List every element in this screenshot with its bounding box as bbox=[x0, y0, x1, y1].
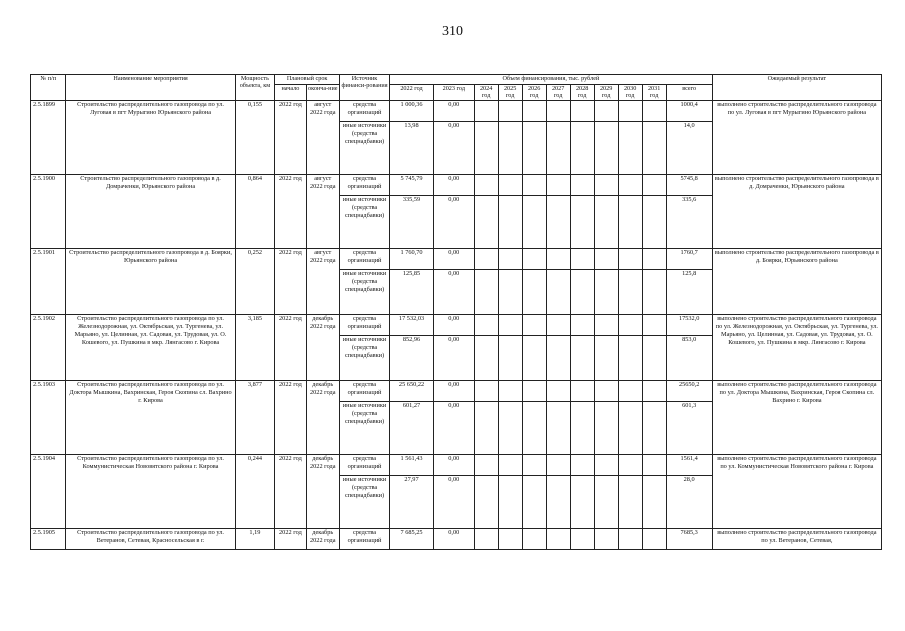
table-row bbox=[31, 175, 882, 196]
financing-table bbox=[30, 74, 882, 550]
page-number: 310 bbox=[442, 24, 463, 39]
row-2022-2: 27,97 bbox=[390, 476, 434, 529]
row-start: 2022 год bbox=[275, 101, 306, 175]
row-number: 2.5.1900 bbox=[31, 175, 66, 249]
row-2023-1: 0,00 bbox=[433, 455, 474, 476]
row-capacity: 0,864 bbox=[235, 175, 275, 249]
row-source-1: средства организаций bbox=[339, 249, 389, 270]
row-2023-2: 0,00 bbox=[433, 336, 474, 381]
col-2029-header: 2029 год bbox=[594, 84, 618, 101]
row-end: август 2022 года bbox=[306, 175, 339, 249]
row-start: 2022 год bbox=[275, 381, 306, 455]
row-number: 2.5.1904 bbox=[31, 455, 66, 529]
col-2026-header: 2026 год bbox=[522, 84, 546, 101]
row-result: выполнено строительство распределительного газопровода по ул. Ветеранов, Сетевая, bbox=[712, 529, 881, 550]
row-total-1: 7685,3 bbox=[666, 529, 712, 550]
row-2023-1: 0,00 bbox=[433, 101, 474, 122]
row-2023-2: 0,00 bbox=[433, 270, 474, 315]
row-start: 2022 год bbox=[275, 249, 306, 315]
row-source-2: иные источники (средства спецнадбавки) bbox=[339, 270, 389, 315]
row-2022-2: 601,27 bbox=[390, 402, 434, 455]
row-2023-1: 0,00 bbox=[433, 315, 474, 336]
col-2031-header: 2031 год bbox=[642, 84, 666, 101]
row-total-2: 601,3 bbox=[666, 402, 712, 455]
row-2022-1: 1 000,36 bbox=[390, 101, 434, 122]
row-2023-1: 0,00 bbox=[433, 381, 474, 402]
row-source-2: иные источники (средства спецнадбавки) bbox=[339, 402, 389, 455]
row-result: выполнено строительство распределительного газопровода по ул. Коммунистическая Нововятского района г. Кирова bbox=[712, 455, 881, 529]
row-name: Строительство распределительного газопровода по ул. Доктора Мышкина, Вахринская, Героя Скопина сл. Вахрино г. Кирова bbox=[66, 381, 235, 455]
row-source-1: средства организаций bbox=[339, 101, 389, 122]
row-2022-1: 5 745,79 bbox=[390, 175, 434, 196]
row-total-2: 125,8 bbox=[666, 270, 712, 315]
row-result: выполнено строительство распределительного газопровода в д. Боярки, Юрьянского района bbox=[712, 249, 881, 315]
row-capacity: 3,877 bbox=[235, 381, 275, 455]
row-number: 2.5.1901 bbox=[31, 249, 66, 315]
row-2023-2: 0,00 bbox=[433, 476, 474, 529]
row-total-1: 5745,8 bbox=[666, 175, 712, 196]
row-total-1: 1760,7 bbox=[666, 249, 712, 270]
row-2023-1: 0,00 bbox=[433, 249, 474, 270]
col-total-header: всего bbox=[666, 84, 712, 101]
row-start: 2022 год bbox=[275, 315, 306, 381]
row-end: декабрь 2022 года bbox=[306, 381, 339, 455]
row-capacity: 1,19 bbox=[235, 529, 275, 550]
table-row bbox=[31, 249, 882, 270]
col-result-header: Ожидаемый результат bbox=[712, 75, 881, 101]
table-row bbox=[31, 315, 882, 336]
row-name: Строительство распределительного газопровода по ул. Луговая в пгт Мурыгино Юрьянского района bbox=[66, 101, 235, 175]
row-2023-1: 0,00 bbox=[433, 175, 474, 196]
table-row bbox=[31, 455, 882, 476]
table-row bbox=[31, 529, 882, 550]
row-number: 2.5.1903 bbox=[31, 381, 66, 455]
row-total-1: 1000,4 bbox=[666, 101, 712, 122]
row-name: Строительство распределительного газопровода в д. Боярки, Юрьянского района bbox=[66, 249, 235, 315]
row-total-1: 25650,2 bbox=[666, 381, 712, 402]
col-name-header: Наименование мероприятия bbox=[66, 75, 235, 101]
col-2022-header: 2022 год bbox=[390, 84, 434, 101]
table-row bbox=[31, 381, 882, 402]
col-plan-term-header: Плановый срок bbox=[275, 75, 340, 85]
row-total-1: 17532,0 bbox=[666, 315, 712, 336]
row-source-2: иные источники (средства спецнадбавки) bbox=[339, 476, 389, 529]
row-result: выполнено строительство распределительного газопровода по ул. Луговая в пгт Мурыгино Юрьянского района bbox=[712, 101, 881, 175]
row-number: 2.5.1899 bbox=[31, 101, 66, 175]
row-source-1: средства организаций bbox=[339, 529, 389, 550]
col-2024-header: 2024 год bbox=[474, 84, 498, 101]
col-2025-header: 2025 год bbox=[498, 84, 522, 101]
row-result: выполнено строительство распределительного газопровода в д. Домраченки, Юрьянского района bbox=[712, 175, 881, 249]
row-2023-2: 0,00 bbox=[433, 402, 474, 455]
row-2022-2: 335,59 bbox=[390, 196, 434, 249]
col-start-header: начало bbox=[275, 84, 306, 101]
col-source-header: Источник финанси-рования bbox=[339, 75, 389, 101]
row-name: Строительство распределительного газопровода по ул. Коммунистическая Нововятского района г. Кирова bbox=[66, 455, 235, 529]
row-capacity: 0,155 bbox=[235, 101, 275, 175]
row-capacity: 3,185 bbox=[235, 315, 275, 381]
row-start: 2022 год bbox=[275, 455, 306, 529]
col-end-header: оконча-ние bbox=[306, 84, 339, 101]
row-number: 2.5.1902 bbox=[31, 315, 66, 381]
row-2022-1: 1 760,70 bbox=[390, 249, 434, 270]
col-funding-header: Объем финансирования, тыс. рублей bbox=[390, 75, 713, 85]
row-result: выполнено строительство распределительного газопровода по ул. Железнодорожная, ул. Октябрьская, ул. Тургенева, ул. Марьяно, ул. Целинная, ул. Садовая, ул. Трудовая, ул. О. Кошевого, ул. Пушкина в мкр. Лянгасово г. Кирова bbox=[712, 315, 881, 381]
row-source-2: иные источники (средства спецнадбавки) bbox=[339, 122, 389, 175]
row-2022-2: 125,85 bbox=[390, 270, 434, 315]
row-2022-1: 1 561,43 bbox=[390, 455, 434, 476]
row-source-1: средства организаций bbox=[339, 381, 389, 402]
row-capacity: 0,244 bbox=[235, 455, 275, 529]
row-result: выполнено строительство распределительного газопровода по ул. Доктора Мышкина, Вахринская, Героя Скопина сл. Вахрино г. Кирова bbox=[712, 381, 881, 455]
row-2022-2: 13,98 bbox=[390, 122, 434, 175]
row-number: 2.5.1905 bbox=[31, 529, 66, 550]
row-end: август 2022 года bbox=[306, 249, 339, 315]
row-2023-2: 0,00 bbox=[433, 122, 474, 175]
col-2027-header: 2027 год bbox=[546, 84, 570, 101]
col-capacity-header: Мощность объекта, км bbox=[235, 75, 275, 101]
row-source-2: иные источники (средства спецнадбавки) bbox=[339, 196, 389, 249]
row-end: август 2022 года bbox=[306, 101, 339, 175]
col-2030-header: 2030 год bbox=[618, 84, 642, 101]
col-2023-header: 2023 год bbox=[433, 84, 474, 101]
row-source-1: средства организаций bbox=[339, 315, 389, 336]
row-total-2: 14,0 bbox=[666, 122, 712, 175]
row-total-2: 853,0 bbox=[666, 336, 712, 381]
row-2022-2: 852,96 bbox=[390, 336, 434, 381]
row-name: Строительство распределительного газопровода по ул. Железнодорожная, ул. Октябрьская, ул. Тургенева, ул. Марьяно, ул. Целинная, ул. Садовая, ул. Трудовая, ул. О. Кошевого, ул. Пушкина в мкр. Лянгасово г. Кирова bbox=[66, 315, 235, 381]
row-name: Строительство распределительного газопровода по ул. Ветеранов, Сетевая, Красносельская в г. bbox=[66, 529, 235, 550]
row-name: Строительство распределительного газопровода в д. Домраченки, Юрьянского района bbox=[66, 175, 235, 249]
row-start: 2022 год bbox=[275, 529, 306, 550]
row-2022-1: 7 685,25 bbox=[390, 529, 434, 550]
col-2028-header: 2028 год bbox=[570, 84, 594, 101]
col-num-header: № п/п bbox=[31, 75, 66, 101]
row-total-2: 28,0 bbox=[666, 476, 712, 529]
row-source-1: средства организаций bbox=[339, 175, 389, 196]
row-end: декабрь 2022 года bbox=[306, 455, 339, 529]
row-source-2: иные источники (средства спецнадбавки) bbox=[339, 336, 389, 381]
row-end: декабрь 2022 года bbox=[306, 529, 339, 550]
row-2022-1: 25 650,22 bbox=[390, 381, 434, 402]
row-source-1: средства организаций bbox=[339, 455, 389, 476]
row-end: декабрь 2022 года bbox=[306, 315, 339, 381]
row-start: 2022 год bbox=[275, 175, 306, 249]
row-total-2: 335,6 bbox=[666, 196, 712, 249]
row-2023-1: 0,00 bbox=[433, 529, 474, 550]
row-2022-1: 17 532,03 bbox=[390, 315, 434, 336]
row-2023-2: 0,00 bbox=[433, 196, 474, 249]
row-capacity: 0,252 bbox=[235, 249, 275, 315]
row-total-1: 1561,4 bbox=[666, 455, 712, 476]
table-row bbox=[31, 101, 882, 122]
